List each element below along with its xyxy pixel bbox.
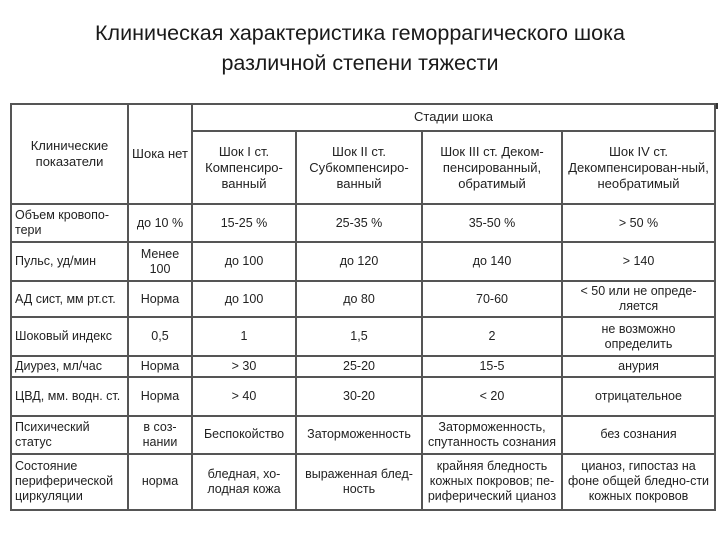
cell-stage-2: выраженная блед-ность	[296, 454, 422, 510]
table-row	[11, 454, 715, 510]
cell-stage-4: > 50 %	[562, 204, 715, 242]
cell-stage-3: < 20	[422, 377, 562, 416]
table-row	[11, 204, 715, 242]
cell-no-shock: 0,5	[128, 317, 192, 356]
table-row	[11, 356, 715, 377]
cell-stage-1: 1	[192, 317, 296, 356]
row-label: АД сист, мм рт.ст.	[11, 281, 128, 317]
cell-no-shock: Норма	[128, 356, 192, 377]
cell-stage-4: цианоз, гипостаз на фоне общей бледно-сти кожных покровов	[562, 454, 715, 510]
row-label: Психический статус	[11, 416, 128, 454]
cell-stage-2: 30-20	[296, 377, 422, 416]
cell-stage-3: крайняя бледность кожных покровов; пе-риферический цианоз	[422, 454, 562, 510]
header-stage-4: Шок IV ст. Декомпенсирован-ный, необратимый	[562, 131, 715, 205]
cell-no-shock: Норма	[128, 377, 192, 416]
header-no-shock: Шока нет	[128, 104, 192, 204]
slide-title	[0, 18, 720, 78]
cell-stage-2: 1,5	[296, 317, 422, 356]
row-label: Диурез, мл/час	[11, 356, 128, 377]
cell-no-shock: в соз-нании	[128, 416, 192, 454]
header-stage-2: Шок II ст. Субкомпенсиро-ванный	[296, 131, 422, 205]
row-label: ЦВД, мм. водн. ст.	[11, 377, 128, 416]
title-line-1: Клиническая характеристика геморрагического шока	[95, 21, 625, 45]
cell-stage-1: > 40	[192, 377, 296, 416]
table-row	[11, 281, 715, 317]
cell-stage-4: отрицательное	[562, 377, 715, 416]
cell-stage-1: 15-25 %	[192, 204, 296, 242]
cell-stage-1: Беспокойство	[192, 416, 296, 454]
cell-stage-1: бледная, хо-лодная кожа	[192, 454, 296, 510]
row-label: Шоковый индекс	[11, 317, 128, 356]
cell-stage-4: анурия	[562, 356, 715, 377]
table-header-row	[11, 104, 715, 131]
table-row	[11, 317, 715, 356]
table-row	[11, 416, 715, 454]
table-row	[11, 242, 715, 281]
header-stage-3: Шок III ст. Деком-пенсированный, обратимый	[422, 131, 562, 205]
cell-stage-4: > 140	[562, 242, 715, 281]
cell-stage-4: < 50 или не опреде-ляется	[562, 281, 715, 317]
cell-no-shock: до 10 %	[128, 204, 192, 242]
cell-stage-3: до 140	[422, 242, 562, 281]
header-stage-1: Шок I ст. Компенсиро-ванный	[192, 131, 296, 205]
cell-no-shock: норма	[128, 454, 192, 510]
shock-classification-table	[10, 103, 716, 511]
cell-stage-1: до 100	[192, 242, 296, 281]
header-indicators: Клинические показатели	[11, 104, 128, 204]
header-stages: Стадии шока	[192, 104, 715, 131]
table-row	[11, 377, 715, 416]
title-line-2: различной степени тяжести	[221, 51, 499, 75]
row-label: Состояние периферической циркуляции	[11, 454, 128, 510]
cell-no-shock: Менее 100	[128, 242, 192, 281]
cell-stage-3: Заторможенность, спутанность сознания	[422, 416, 562, 454]
cell-stage-2: до 80	[296, 281, 422, 317]
cell-stage-1: до 100	[192, 281, 296, 317]
cell-stage-2: до 120	[296, 242, 422, 281]
cell-stage-4: не возможно определить	[562, 317, 715, 356]
cell-stage-3: 35-50 %	[422, 204, 562, 242]
edge-mark	[716, 103, 718, 109]
row-label: Объем кровопо-тери	[11, 204, 128, 242]
cell-stage-2: Заторможенность	[296, 416, 422, 454]
cell-stage-4: без сознания	[562, 416, 715, 454]
cell-stage-3: 15-5	[422, 356, 562, 377]
cell-stage-2: 25-20	[296, 356, 422, 377]
cell-no-shock: Норма	[128, 281, 192, 317]
cell-stage-3: 70-60	[422, 281, 562, 317]
cell-stage-2: 25-35 %	[296, 204, 422, 242]
row-label: Пульс, уд/мин	[11, 242, 128, 281]
cell-stage-1: > 30	[192, 356, 296, 377]
cell-stage-3: 2	[422, 317, 562, 356]
